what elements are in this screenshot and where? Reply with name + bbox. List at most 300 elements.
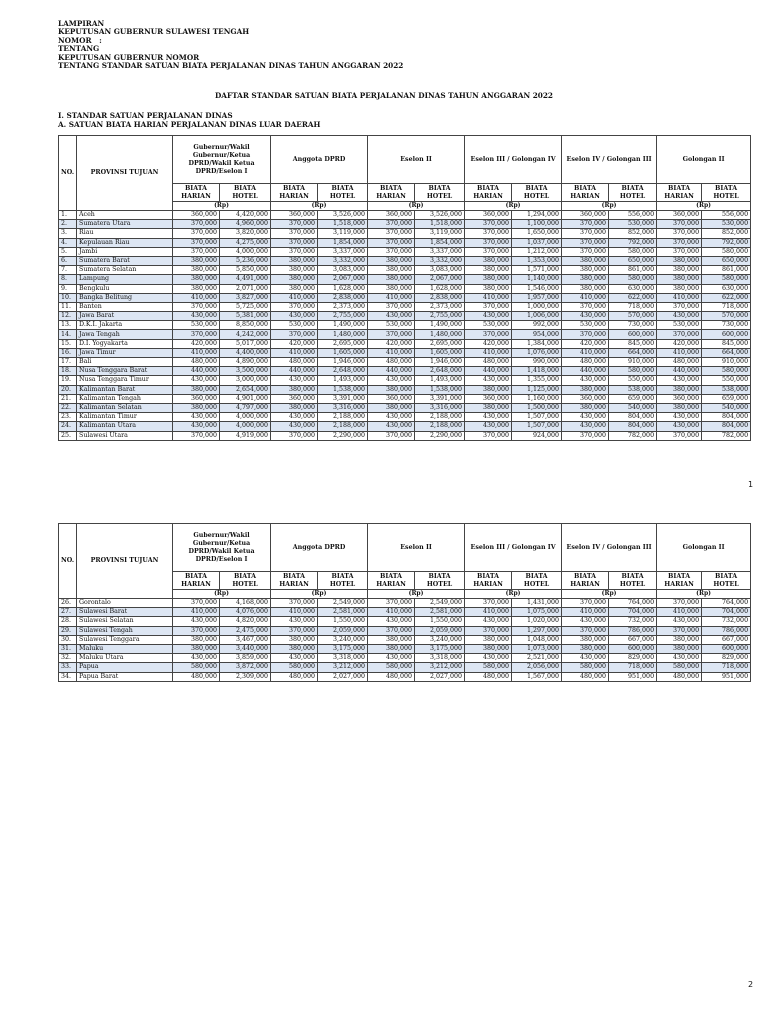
hotel-value-cell: 4,890,000 <box>220 358 271 367</box>
row-number-cell: 6. <box>59 256 77 265</box>
row-number-cell: 17. <box>59 358 77 367</box>
harian-value-cell: 370,000 <box>271 302 318 311</box>
hotel-value-cell: 2,188,000 <box>318 422 368 431</box>
rates-table-page-1 <box>58 135 751 441</box>
hotel-value-cell: 8,850,000 <box>220 321 271 330</box>
table-row <box>59 431 751 440</box>
hotel-value-cell: 1,538,000 <box>318 385 368 394</box>
unit-label: (Rp) <box>271 202 368 211</box>
header-line: NOMOR : <box>58 35 102 45</box>
harian-value-cell: 370,000 <box>657 626 702 635</box>
hotel-value-cell: 3,391,000 <box>318 394 368 403</box>
harian-value-cell: 380,000 <box>465 266 512 275</box>
harian-value-cell: 410,000 <box>465 293 512 302</box>
hotel-value-cell: 1,538,000 <box>415 385 465 394</box>
harian-value-cell: 370,000 <box>173 626 220 635</box>
hotel-value-cell: 4,000,000 <box>220 413 271 422</box>
harian-value-cell: 370,000 <box>465 626 512 635</box>
hotel-value-cell: 786,000 <box>609 626 657 635</box>
hotel-value-cell: 3,391,000 <box>415 394 465 403</box>
harian-value-cell: 380,000 <box>271 644 318 653</box>
hotel-value-cell: 1,490,000 <box>415 321 465 330</box>
harian-value-cell: 380,000 <box>465 635 512 644</box>
row-number-cell: 23. <box>59 413 77 422</box>
group-header-anggota-dprd: Anggota DPRD <box>271 524 368 572</box>
table-row <box>59 394 751 403</box>
hotel-value-cell: 1,160,000 <box>512 394 562 403</box>
hotel-value-cell: 4,168,000 <box>220 599 271 608</box>
harian-value-cell: 410,000 <box>562 293 609 302</box>
hotel-value-cell: 3,467,000 <box>220 635 271 644</box>
subheader-hotel: BIATA HOTEL <box>702 572 751 590</box>
harian-value-cell: 370,000 <box>465 431 512 440</box>
group-header-eselon-iv: Eselon IV / Golongan III <box>562 524 657 572</box>
hotel-value-cell: 3,212,000 <box>318 663 368 672</box>
hotel-value-cell: 538,000 <box>702 385 751 394</box>
hotel-value-cell: 1,493,000 <box>318 376 368 385</box>
harian-value-cell: 420,000 <box>368 339 415 348</box>
hotel-value-cell: 2,695,000 <box>415 339 465 348</box>
hotel-value-cell: 829,000 <box>702 654 751 663</box>
row-number-cell: 26. <box>59 599 77 608</box>
harian-value-cell: 440,000 <box>657 367 702 376</box>
hotel-value-cell: 1,297,000 <box>512 626 562 635</box>
hotel-value-cell: 3,526,000 <box>415 211 465 220</box>
hotel-value-cell: 704,000 <box>609 608 657 617</box>
harian-value-cell: 380,000 <box>368 256 415 265</box>
harian-value-cell: 380,000 <box>173 385 220 394</box>
hotel-value-cell: 804,000 <box>702 413 751 422</box>
hotel-value-cell: 550,000 <box>609 376 657 385</box>
hotel-value-cell: 650,000 <box>609 256 657 265</box>
harian-value-cell: 420,000 <box>173 339 220 348</box>
hotel-value-cell: 1,384,000 <box>512 339 562 348</box>
hotel-value-cell: 852,000 <box>609 229 657 238</box>
harian-value-cell: 580,000 <box>271 663 318 672</box>
hotel-value-cell: 1,628,000 <box>415 284 465 293</box>
hotel-value-cell: 580,000 <box>609 275 657 284</box>
hotel-value-cell: 530,000 <box>702 220 751 229</box>
subheader-harian: BIATA HARIAN <box>173 572 220 590</box>
harian-value-cell: 370,000 <box>465 220 512 229</box>
row-number-cell: 22. <box>59 403 77 412</box>
hotel-value-cell: 718,000 <box>702 663 751 672</box>
harian-value-cell: 430,000 <box>465 413 512 422</box>
hotel-value-cell: 3,175,000 <box>318 644 368 653</box>
harian-value-cell: 360,000 <box>562 211 609 220</box>
harian-value-cell: 370,000 <box>368 238 415 247</box>
hotel-value-cell: 3,083,000 <box>318 266 368 275</box>
hotel-value-cell: 782,000 <box>609 431 657 440</box>
header-line: TENTANG <box>58 44 100 54</box>
harian-value-cell: 430,000 <box>657 654 702 663</box>
harian-value-cell: 410,000 <box>271 348 318 357</box>
table-row <box>59 672 751 681</box>
hotel-value-cell: 3,337,000 <box>415 247 465 256</box>
harian-value-cell: 370,000 <box>368 302 415 311</box>
hotel-value-cell: 3,827,000 <box>220 293 271 302</box>
harian-value-cell: 430,000 <box>368 422 415 431</box>
unit-label: (Rp) <box>465 590 562 599</box>
subheader-hotel: BIATA HOTEL <box>220 572 271 590</box>
hotel-value-cell: 718,000 <box>609 302 657 311</box>
table-header <box>59 524 751 599</box>
hotel-value-cell: 600,000 <box>702 330 751 339</box>
hotel-value-cell: 4,820,000 <box>220 617 271 626</box>
row-number-cell: 11. <box>59 302 77 311</box>
harian-value-cell: 580,000 <box>173 663 220 672</box>
hotel-value-cell: 2,838,000 <box>415 293 465 302</box>
harian-value-cell: 380,000 <box>368 275 415 284</box>
harian-value-cell: 410,000 <box>368 348 415 357</box>
hotel-value-cell: 4,275,000 <box>220 238 271 247</box>
province-cell: Nusa Tenggara Timur <box>77 376 173 385</box>
row-number-cell: 32. <box>59 654 77 663</box>
harian-value-cell: 370,000 <box>368 626 415 635</box>
hotel-value-cell: 1,140,000 <box>512 275 562 284</box>
province-cell: Papua <box>77 663 173 672</box>
unit-label: (Rp) <box>368 202 465 211</box>
harian-value-cell: 410,000 <box>173 293 220 302</box>
harian-value-cell: 370,000 <box>562 302 609 311</box>
subheader-harian: BIATA HARIAN <box>562 184 609 202</box>
harian-value-cell: 480,000 <box>271 672 318 681</box>
harian-value-cell: 380,000 <box>657 275 702 284</box>
hotel-value-cell: 580,000 <box>702 275 751 284</box>
group-header-eselon-ii: Eselon II <box>368 524 465 572</box>
hotel-value-cell: 804,000 <box>609 413 657 422</box>
hotel-value-cell: 730,000 <box>609 321 657 330</box>
row-number-cell: 1. <box>59 211 77 220</box>
harian-value-cell: 430,000 <box>271 654 318 663</box>
harian-value-cell: 380,000 <box>562 256 609 265</box>
harian-value-cell: 360,000 <box>368 394 415 403</box>
harian-value-cell: 380,000 <box>465 284 512 293</box>
unit-label: (Rp) <box>173 590 271 599</box>
hotel-value-cell: 2,290,000 <box>318 431 368 440</box>
hotel-value-cell: 924,000 <box>512 431 562 440</box>
harian-value-cell: 370,000 <box>368 229 415 238</box>
harian-value-cell: 360,000 <box>657 211 702 220</box>
hotel-value-cell: 2,056,000 <box>512 663 562 672</box>
hotel-value-cell: 4,491,000 <box>220 275 271 284</box>
harian-value-cell: 440,000 <box>465 367 512 376</box>
hotel-value-cell: 3,175,000 <box>415 644 465 653</box>
harian-value-cell: 430,000 <box>173 422 220 431</box>
hotel-value-cell: 2,549,000 <box>415 599 465 608</box>
table-row <box>59 644 751 653</box>
harian-value-cell: 370,000 <box>368 599 415 608</box>
hotel-value-cell: 1,490,000 <box>318 321 368 330</box>
group-header-anggota-dprd: Anggota DPRD <box>271 136 368 184</box>
group-header-golongan-ii: Golongan II <box>657 136 751 184</box>
unit-label: (Rp) <box>562 202 657 211</box>
hotel-value-cell: 630,000 <box>609 284 657 293</box>
harian-value-cell: 430,000 <box>465 312 512 321</box>
harian-value-cell: 370,000 <box>465 247 512 256</box>
hotel-value-cell: 2,188,000 <box>415 413 465 422</box>
hotel-value-cell: 2,755,000 <box>318 312 368 321</box>
harian-value-cell: 410,000 <box>271 608 318 617</box>
harian-value-cell: 380,000 <box>657 284 702 293</box>
hotel-value-cell: 951,000 <box>702 672 751 681</box>
hotel-value-cell: 786,000 <box>702 626 751 635</box>
table-row <box>59 238 751 247</box>
hotel-value-cell: 3,526,000 <box>318 211 368 220</box>
row-number-cell: 10. <box>59 293 77 302</box>
hotel-value-cell: 3,872,000 <box>220 663 271 672</box>
harian-value-cell: 370,000 <box>465 330 512 339</box>
header-line: KEPUTUSAN GUBERNUR SULAWESI TENGAH <box>58 27 250 37</box>
hotel-value-cell: 667,000 <box>609 635 657 644</box>
hotel-value-cell: 667,000 <box>702 635 751 644</box>
harian-value-cell: 430,000 <box>368 312 415 321</box>
row-number-cell: 5. <box>59 247 77 256</box>
hotel-value-cell: 1,507,000 <box>512 413 562 422</box>
hotel-value-cell: 2,838,000 <box>318 293 368 302</box>
hotel-value-cell: 3,318,000 <box>318 654 368 663</box>
harian-value-cell: 370,000 <box>657 247 702 256</box>
unit-label: (Rp) <box>465 202 562 211</box>
hotel-value-cell: 718,000 <box>609 663 657 672</box>
column-header-province: PROVINSI TUJUAN <box>77 524 173 599</box>
table-row <box>59 330 751 339</box>
hotel-value-cell: 664,000 <box>702 348 751 357</box>
subheader-hotel: BIATA HOTEL <box>318 572 368 590</box>
row-number-cell: 24. <box>59 422 77 431</box>
hotel-value-cell: 1,006,000 <box>512 312 562 321</box>
hotel-value-cell: 4,960,000 <box>220 220 271 229</box>
province-cell: Kalimantan Timur <box>77 413 173 422</box>
hotel-value-cell: 1,507,000 <box>512 422 562 431</box>
table-row <box>59 626 751 635</box>
province-cell: Jawa Timur <box>77 348 173 357</box>
hotel-value-cell: 5,236,000 <box>220 256 271 265</box>
column-header-no: NO. <box>59 524 77 599</box>
table-row <box>59 312 751 321</box>
hotel-value-cell: 3,000,000 <box>220 376 271 385</box>
harian-value-cell: 370,000 <box>173 247 220 256</box>
hotel-value-cell: 732,000 <box>702 617 751 626</box>
harian-value-cell: 420,000 <box>271 339 318 348</box>
hotel-value-cell: 3,859,000 <box>220 654 271 663</box>
hotel-value-cell: 3,332,000 <box>415 256 465 265</box>
hotel-value-cell: 550,000 <box>702 376 751 385</box>
harian-value-cell: 420,000 <box>465 339 512 348</box>
harian-value-cell: 370,000 <box>657 599 702 608</box>
hotel-value-cell: 1,518,000 <box>415 220 465 229</box>
harian-value-cell: 380,000 <box>562 644 609 653</box>
harian-value-cell: 360,000 <box>173 211 220 220</box>
harian-value-cell: 410,000 <box>657 348 702 357</box>
harian-value-cell: 430,000 <box>657 413 702 422</box>
subheader-harian: BIATA HARIAN <box>657 572 702 590</box>
hotel-value-cell: 1,605,000 <box>318 348 368 357</box>
hotel-value-cell: 704,000 <box>702 608 751 617</box>
harian-value-cell: 370,000 <box>657 229 702 238</box>
harian-value-cell: 480,000 <box>562 358 609 367</box>
table-row <box>59 635 751 644</box>
harian-value-cell: 480,000 <box>562 672 609 681</box>
harian-value-cell: 370,000 <box>562 220 609 229</box>
harian-value-cell: 580,000 <box>465 663 512 672</box>
group-header-eselon-ii: Eselon II <box>368 136 465 184</box>
harian-value-cell: 430,000 <box>562 376 609 385</box>
harian-value-cell: 380,000 <box>465 256 512 265</box>
harian-value-cell: 480,000 <box>657 358 702 367</box>
hotel-value-cell: 2,027,000 <box>318 672 368 681</box>
harian-value-cell: 410,000 <box>173 348 220 357</box>
harian-value-cell: 530,000 <box>562 321 609 330</box>
hotel-value-cell: 2,654,000 <box>220 385 271 394</box>
table-row <box>59 302 751 311</box>
section-heading: I. STANDAR SATUAN PERJALANAN DINAS <box>58 111 233 120</box>
harian-value-cell: 370,000 <box>368 220 415 229</box>
table-row <box>59 608 751 617</box>
table-row <box>59 293 751 302</box>
harian-value-cell: 370,000 <box>562 431 609 440</box>
harian-value-cell: 430,000 <box>368 376 415 385</box>
hotel-value-cell: 1,418,000 <box>512 367 562 376</box>
hotel-value-cell: 1,605,000 <box>415 348 465 357</box>
harian-value-cell: 370,000 <box>173 229 220 238</box>
hotel-value-cell: 3,500,000 <box>220 367 271 376</box>
subheader-harian: BIATA HARIAN <box>173 184 220 202</box>
header-line: KEPUTUSAN GUBERNUR NOMOR <box>58 52 200 62</box>
harian-value-cell: 380,000 <box>173 635 220 644</box>
province-cell: Jawa Barat <box>77 312 173 321</box>
hotel-value-cell: 659,000 <box>609 394 657 403</box>
harian-value-cell: 380,000 <box>271 266 318 275</box>
row-number-cell: 8. <box>59 275 77 284</box>
hotel-value-cell: 2,648,000 <box>415 367 465 376</box>
harian-value-cell: 380,000 <box>562 385 609 394</box>
harian-value-cell: 380,000 <box>173 403 220 412</box>
hotel-value-cell: 580,000 <box>609 367 657 376</box>
hotel-value-cell: 1,854,000 <box>415 238 465 247</box>
harian-value-cell: 380,000 <box>465 385 512 394</box>
hotel-value-cell: 540,000 <box>609 403 657 412</box>
province-cell: D.K.I. Jakarta <box>77 321 173 330</box>
hotel-value-cell: 580,000 <box>702 247 751 256</box>
harian-value-cell: 370,000 <box>562 229 609 238</box>
table-row <box>59 358 751 367</box>
table-row <box>59 275 751 284</box>
hotel-value-cell: 3,119,000 <box>415 229 465 238</box>
hotel-value-cell: 556,000 <box>609 211 657 220</box>
subheader-hotel: BIATA HOTEL <box>318 184 368 202</box>
hotel-value-cell: 3,337,000 <box>318 247 368 256</box>
hotel-value-cell: 2,648,000 <box>318 367 368 376</box>
province-cell: Sulawesi Utara <box>77 431 173 440</box>
harian-value-cell: 440,000 <box>562 367 609 376</box>
province-cell: Kalimantan Selatan <box>77 403 173 412</box>
harian-value-cell: 360,000 <box>465 394 512 403</box>
harian-value-cell: 380,000 <box>368 403 415 412</box>
header-line: TENTANG STANDAR SATUAN BIATA PERJALANAN DINAS TAHUN ANGGARAN 2022 <box>58 61 404 71</box>
hotel-value-cell: 1,020,000 <box>512 617 562 626</box>
hotel-value-cell: 659,000 <box>702 394 751 403</box>
hotel-value-cell: 2,067,000 <box>318 275 368 284</box>
harian-value-cell: 380,000 <box>657 403 702 412</box>
subheader-hotel: BIATA HOTEL <box>702 184 751 202</box>
harian-value-cell: 530,000 <box>465 321 512 330</box>
harian-value-cell: 370,000 <box>271 238 318 247</box>
province-cell: Sulawesi Selatan <box>77 617 173 626</box>
hotel-value-cell: 580,000 <box>609 247 657 256</box>
harian-value-cell: 440,000 <box>173 367 220 376</box>
hotel-value-cell: 4,242,000 <box>220 330 271 339</box>
harian-value-cell: 380,000 <box>368 284 415 293</box>
harian-value-cell: 410,000 <box>562 348 609 357</box>
province-cell: Jawa Tengah <box>77 330 173 339</box>
hotel-value-cell: 3,212,000 <box>415 663 465 672</box>
subheader-hotel: BIATA HOTEL <box>415 572 465 590</box>
row-number-cell: 16. <box>59 348 77 357</box>
province-cell: Jambi <box>77 247 173 256</box>
harian-value-cell: 430,000 <box>271 422 318 431</box>
hotel-value-cell: 3,316,000 <box>415 403 465 412</box>
province-cell: Aceh <box>77 211 173 220</box>
harian-value-cell: 440,000 <box>368 367 415 376</box>
hotel-value-cell: 1,628,000 <box>318 284 368 293</box>
harian-value-cell: 410,000 <box>465 608 512 617</box>
harian-value-cell: 430,000 <box>657 312 702 321</box>
harian-value-cell: 380,000 <box>368 644 415 653</box>
hotel-value-cell: 3,240,000 <box>415 635 465 644</box>
hotel-value-cell: 2,475,000 <box>220 626 271 635</box>
harian-value-cell: 370,000 <box>271 229 318 238</box>
hotel-value-cell: 1,075,000 <box>512 608 562 617</box>
hotel-value-cell: 650,000 <box>702 256 751 265</box>
hotel-value-cell: 2,581,000 <box>318 608 368 617</box>
row-number-cell: 30. <box>59 635 77 644</box>
harian-value-cell: 430,000 <box>465 376 512 385</box>
province-cell: Papua Barat <box>77 672 173 681</box>
table-row <box>59 348 751 357</box>
harian-value-cell: 370,000 <box>657 220 702 229</box>
row-number-cell: 25. <box>59 431 77 440</box>
harian-value-cell: 370,000 <box>271 599 318 608</box>
harian-value-cell: 430,000 <box>173 617 220 626</box>
hotel-value-cell: 1,355,000 <box>512 376 562 385</box>
harian-value-cell: 380,000 <box>368 635 415 644</box>
harian-value-cell: 430,000 <box>657 376 702 385</box>
hotel-value-cell: 1,957,000 <box>512 293 562 302</box>
harian-value-cell: 380,000 <box>271 256 318 265</box>
province-cell: Sulawesi Tengah <box>77 626 173 635</box>
harian-value-cell: 410,000 <box>368 293 415 302</box>
hotel-value-cell: 1,550,000 <box>415 617 465 626</box>
hotel-value-cell: 3,240,000 <box>318 635 368 644</box>
harian-value-cell: 430,000 <box>271 312 318 321</box>
province-cell: D.I. Yogyakarta <box>77 339 173 348</box>
province-cell: Riau <box>77 229 173 238</box>
hotel-value-cell: 5,017,000 <box>220 339 271 348</box>
harian-value-cell: 410,000 <box>657 608 702 617</box>
hotel-value-cell: 4,797,000 <box>220 403 271 412</box>
harian-value-cell: 430,000 <box>173 376 220 385</box>
table-row <box>59 229 751 238</box>
hotel-value-cell: 3,316,000 <box>318 403 368 412</box>
page-number: 1 <box>748 480 754 489</box>
hotel-value-cell: 861,000 <box>702 266 751 275</box>
harian-value-cell: 370,000 <box>173 220 220 229</box>
subsection-heading: A. SATUAN BIATA HARIAN PERJALANAN DINAS LUAR DAERAH <box>58 120 321 129</box>
hotel-value-cell: 2,373,000 <box>318 302 368 311</box>
harian-value-cell: 430,000 <box>465 654 512 663</box>
province-cell: Sulawesi Tenggara <box>77 635 173 644</box>
